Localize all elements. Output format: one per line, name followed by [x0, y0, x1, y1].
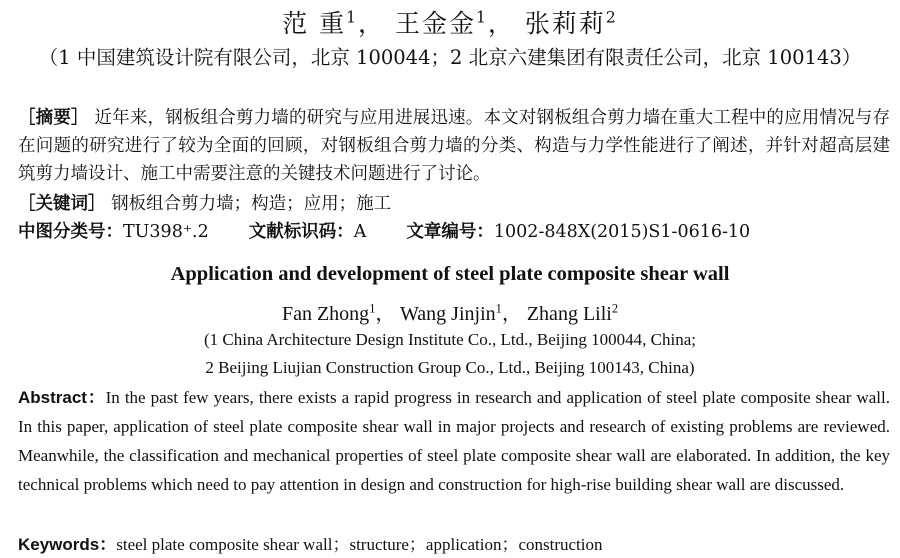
cn-affiliation: （1 中国建筑设计院有限公司，北京 100044；2 北京六建集团有限责任公司，北京 100143）: [38, 46, 862, 69]
cn-author: 张莉莉$^2$: [524, 8, 618, 38]
cn-keywords-text: 钢板组合剪力墙；构造；应用；施工: [111, 194, 392, 214]
cn-classification-row: [18, 218, 750, 243]
cn-author: 范 重$^1$: [282, 8, 359, 38]
cn-keywords: [18, 190, 391, 215]
en-abstract-text: In the past few years, there exists a rapid progress in research and application of steel plate composite shear wall. In this paper, application of steel plate composite shear wall in major projects and research of existing problems are reviewed. Meanwhile, the classification and mechanical properties of steel plate composite shear wall are elaborated. In addition, the key technical problems which need to pay attention in design and construction for high-rise building shear wall are discussed.: [18, 388, 890, 494]
cn-author-list: [0, 4, 900, 40]
doc-code-value: A: [353, 222, 367, 242]
article-no-label: 文章编号：: [406, 222, 494, 242]
clc-value: TU398⁺.2: [123, 222, 209, 242]
en-title: Application and development of steel plate composite shear wall: [170, 263, 730, 285]
en-abstract-label: Abstract：: [18, 388, 106, 407]
en-affiliation-1: (1 China Architecture Design Institute Co., Ltd., Beijing 100044, China;: [204, 330, 696, 349]
cn-abstract: [18, 104, 890, 188]
en-keywords-text: steel plate composite shear wall；structure；application；construction: [116, 535, 603, 554]
author-separator: ，: [501, 303, 522, 325]
article-no-value: 1002-848X(2015)S1-0616-10: [493, 222, 751, 242]
en-keywords: [18, 530, 603, 555]
clc-label: 中图分类号：: [18, 222, 123, 242]
author-separator: ，: [375, 303, 396, 325]
cn-author: 王金金$^1$: [395, 8, 488, 38]
en-author: Fan Zhong$^1$: [281, 301, 376, 325]
cn-abstract-label: ［摘要］: [18, 108, 89, 128]
en-author: Wang Jinjin$^1$: [400, 301, 502, 325]
en-affiliation-2: 2 Beijing Liujian Construction Group Co., Ltd., Beijing 100143, China): [205, 358, 695, 377]
doc-code-label: 文献标识码：: [248, 222, 354, 242]
en-keywords-label: Keywords：: [18, 535, 117, 554]
cn-abstract-text: 近年来，钢板组合剪力墙的研究与应用进展迅速。本文对钢板组合剪力墙在重大工程中的应用情况与存在问题的研究进行了较为全面的回顾，对钢板组合剪力墙的分类、构造与力学性能进行了阐述，并针对超高层建筑剪力墙设计、施工中需要注意的关键技术问题进行了讨论。: [18, 108, 890, 184]
en-author-list: [0, 297, 900, 326]
en-author: Zhang Lili$^2$: [526, 301, 619, 325]
author-separator: ，: [358, 9, 386, 38]
en-abstract: [18, 383, 890, 499]
author-separator: ，: [487, 9, 515, 38]
cn-keywords-label: ［关键词］: [18, 194, 106, 214]
